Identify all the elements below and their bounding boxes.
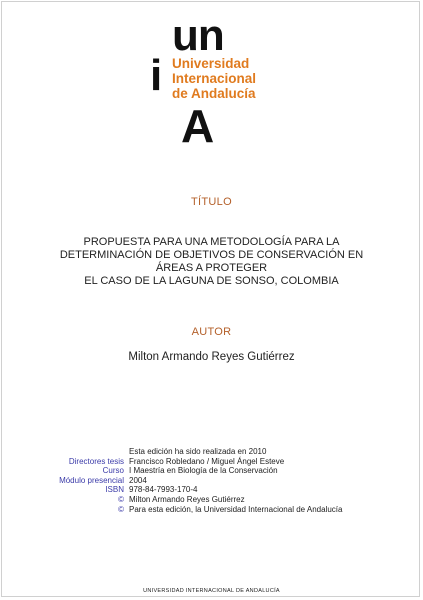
edition-note-row (0, 447, 423, 457)
credits-row (0, 457, 423, 467)
title-line-3: ÁREAS A PROTEGER (155, 262, 268, 274)
author-label: AUTOR (191, 326, 232, 338)
university-logo (0, 0, 423, 160)
edition-note: Esta edición ha sido realizada en 2010 (129, 447, 267, 456)
logo-wordmark (172, 56, 256, 101)
credits-row (0, 476, 423, 486)
logo-un: un (172, 11, 224, 60)
title-label: TÍTULO (191, 196, 232, 208)
title-line-2: DETERMINACIÓN DE OBJETIVOS DE CONSERVACIÓN EN (59, 249, 364, 261)
logo-line-2: Internacional (172, 71, 257, 86)
logo-line-1: Universidad (172, 56, 250, 71)
credits-value: Para esta edición, la Universidad Internacional de Andalucía (129, 504, 343, 514)
title-line-4: EL CASO DE LA LAGUNA DE SONSO, COLOMBIA (84, 275, 339, 287)
credits-label: Directores tesis (68, 456, 124, 466)
credits-row (0, 505, 423, 515)
title-line-1: PROPUESTA PARA UNA METODOLOGÍA PARA LA (83, 236, 340, 248)
credits-label: Módulo presencial (59, 475, 124, 485)
credits-label: © (118, 504, 124, 514)
credits-row (0, 485, 423, 495)
credits-value: Milton Armando Reyes Gutiérrez (129, 494, 245, 504)
credits-value: 2004 (129, 475, 147, 485)
author-name: Milton Armando Reyes Gutiérrez (128, 351, 295, 363)
logo-a: A (181, 100, 215, 152)
credits-label: © (118, 494, 124, 504)
credits-value: I Maestría en Biología de la Conservación (129, 466, 278, 476)
document-title (20, 236, 403, 288)
page-footer: UNIVERSIDAD INTERNACIONAL DE ANDALUCÍA (143, 588, 280, 594)
credits-value: 978-84-7993-170-4 (129, 485, 198, 495)
credits-value: Francisco Robledano / Miguel Ángel Esteve (129, 456, 285, 466)
credits-label: Curso (102, 466, 124, 476)
credits-block (0, 447, 423, 514)
logo-line-3: de Andalucía (172, 86, 256, 101)
logo-i: i (150, 51, 163, 100)
credits-row (0, 466, 423, 476)
credits-label: ISBN (105, 485, 124, 495)
credits-row (0, 495, 423, 505)
